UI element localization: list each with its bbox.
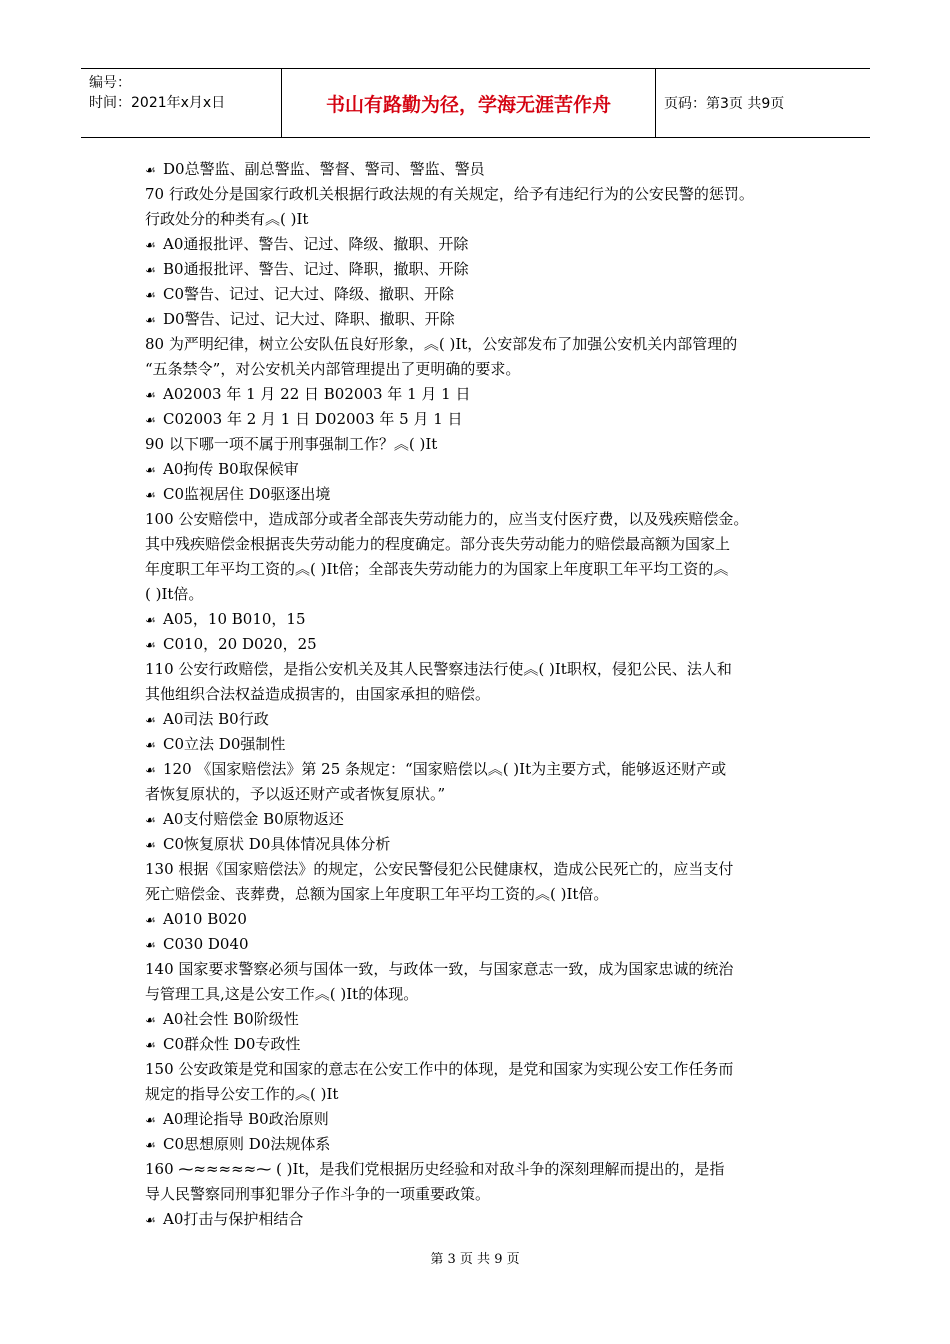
bullet-icon: ☙: [145, 413, 156, 427]
text-line: [145, 882, 825, 907]
line-text: C0监视居住 D0驱逐出境: [163, 485, 331, 503]
text-line: [145, 982, 825, 1007]
bullet-icon: ☙: [145, 1113, 156, 1127]
line-text: 其他组织合法权益造成损害的，由国家承担的赔偿。: [145, 685, 491, 703]
text-line: [145, 357, 825, 382]
bullet-icon: ☙: [145, 313, 156, 327]
line-text: 130 根据《国家赔偿法》的规定，公安民警侵犯公民健康权，造成公民死亡的，应当支付: [145, 860, 734, 878]
text-line: [145, 382, 825, 407]
bullet-icon: ☙: [145, 1038, 156, 1052]
text-line: [145, 457, 825, 482]
bullet-icon: ☙: [145, 638, 156, 652]
text-line: [145, 832, 825, 857]
line-text: 行政处分的种类有︽( )Ⅰt: [145, 210, 309, 228]
document-body: [145, 157, 825, 1232]
line-text: A0通报批评、警告、记过、降级、撤职、开除: [163, 235, 469, 253]
text-line: [145, 157, 825, 182]
line-text: D0警告、记过、记大过、降职、撤职、开除: [163, 310, 455, 328]
text-line: [145, 1207, 825, 1232]
bullet-icon: ☙: [145, 763, 156, 777]
text-line: [145, 1182, 825, 1207]
bullet-icon: ☙: [145, 1213, 156, 1227]
line-text: 90 以下哪一项不属于刑事强制工作？︽( )Ⅰt: [145, 435, 438, 453]
line-text: A05，10 B010，15: [163, 610, 306, 628]
page-header: [81, 68, 870, 138]
text-line: [145, 1057, 825, 1082]
number-label: 编号：: [89, 75, 131, 91]
line-text: 导人民警察同刑事犯罪分子作斗争的一项重要政策。: [145, 1185, 491, 1203]
bullet-icon: ☙: [145, 938, 156, 952]
text-line: [145, 182, 825, 207]
bullet-icon: ☙: [145, 1138, 156, 1152]
text-line: [145, 807, 825, 832]
line-text: A0打击与保护相结合: [163, 1210, 304, 1228]
line-text: C0群众性 D0专政性: [163, 1035, 301, 1053]
text-line: [145, 1132, 825, 1157]
text-line: [145, 682, 825, 707]
bullet-icon: ☙: [145, 238, 156, 252]
text-line: [145, 1032, 825, 1057]
text-line: [145, 607, 825, 632]
bullet-icon: ☙: [145, 913, 156, 927]
line-text: 120 《国家赔偿法》第 25 条规定：“国家赔偿以︽( )Ⅰt为主要方式，能够返还财产或: [163, 760, 727, 778]
text-line: [145, 707, 825, 732]
line-text: C0警告、记过、记大过、降级、撤职、开除: [163, 285, 455, 303]
line-text: A010 B020: [163, 910, 247, 928]
line-text: A0社会性 B0阶级性: [163, 1010, 299, 1028]
line-text: 年度职工年平均工资的︽( )Ⅰt倍；全部丧失劳动能力的为国家上年度职工年平均工资的︽: [145, 560, 729, 578]
text-line: [145, 307, 825, 332]
line-text: 80 为严明纪律，树立公安队伍良好形象，︽( )Ⅰt，公安部发布了加强公安机关内部管理的: [145, 335, 738, 353]
line-text: A02003 年 1 月 22 日 B02003 年 1 月 1 日: [163, 385, 471, 403]
bullet-icon: ☙: [145, 713, 156, 727]
text-line: [145, 732, 825, 757]
line-text: A0司法 B0行政: [163, 710, 269, 728]
time-label: 时间：2021年x月x日: [89, 95, 226, 111]
line-text: 100 公安赔偿中，造成部分或者全部丧失劳动能力的，应当支付医疗费，以及残疾赔偿金。: [145, 510, 749, 528]
text-line: [145, 782, 825, 807]
line-text: A0支付赔偿金 B0原物返还: [163, 810, 344, 828]
line-text: 140 国家要求警察必须与国体一致，与政体一致，与国家意志一致，成为国家忠诚的统治: [145, 960, 734, 978]
line-text: C0思想原则 D0法规体系: [163, 1135, 331, 1153]
text-line: [145, 482, 825, 507]
text-line: [145, 1007, 825, 1032]
line-text: B0通报批评、警告、记过、降职，撤职、开除: [163, 260, 469, 278]
text-line: [145, 957, 825, 982]
line-text: 与管理工具,这是公安工作︽( )Ⅰt的体现。: [145, 985, 419, 1003]
line-text: 者恢复原状的，予以返还财产或者恢复原状。”: [145, 785, 446, 803]
text-line: [145, 757, 825, 782]
text-line: [145, 207, 825, 232]
text-line: [145, 657, 825, 682]
text-line: [145, 407, 825, 432]
line-text: C030 D040: [163, 935, 249, 953]
text-line: [145, 532, 825, 557]
text-line: [145, 257, 825, 282]
line-text: 150 公安政策是党和国家的意志在公安工作中的体现，是党和国家为实现公安工作任务而: [145, 1060, 734, 1078]
line-text: 其中残疾赔偿金根据丧失劳动能力的程度确定。部分丧失劳动能力的赔偿最高额为国家上: [145, 535, 731, 553]
bullet-icon: ☙: [145, 738, 156, 752]
line-text: “五条禁令”，对公安机关内部管理提出了更明确的要求。: [145, 360, 521, 378]
page-footer: 第 3 页 共 9 页: [430, 1252, 520, 1267]
text-line: [145, 232, 825, 257]
bullet-icon: ☙: [145, 488, 156, 502]
line-text: A0拘传 B0取保候审: [163, 460, 299, 478]
text-line: [145, 857, 825, 882]
bullet-icon: ☙: [145, 613, 156, 627]
line-text: 死亡赔偿金、丧葬费，总额为国家上年度职工年平均工资的︽( )Ⅰt倍。: [145, 885, 609, 903]
text-line: [145, 557, 825, 582]
text-line: [145, 332, 825, 357]
bullet-icon: ☙: [145, 163, 156, 177]
bullet-icon: ☙: [145, 1013, 156, 1027]
line-text: C0立法 D0强制性: [163, 735, 286, 753]
text-line: [145, 932, 825, 957]
header-motto: 书山有路勤为径，学海无涯苦作舟: [281, 69, 656, 137]
header-info: [81, 69, 281, 137]
text-line: [145, 432, 825, 457]
bullet-icon: ☙: [145, 838, 156, 852]
bullet-icon: ☙: [145, 388, 156, 402]
text-line: [145, 1107, 825, 1132]
bullet-icon: ☙: [145, 463, 156, 477]
text-line: [145, 907, 825, 932]
line-text: ( )Ⅰt倍。: [145, 585, 204, 603]
line-text: 70 行政处分是国家行政机关根据行政法规的有关规定，给予有违纪行为的公安民警的惩罚。: [145, 185, 754, 203]
text-line: [145, 1082, 825, 1107]
text-line: [145, 507, 825, 532]
header-page-label: 页码：第3页 共9页: [664, 96, 785, 112]
line-text: 110 公安行政赔偿，是指公安机关及其人民警察违法行使︽( )Ⅰt职权，侵犯公民、法人和: [145, 660, 732, 678]
line-text: 规定的指导公安工作的︽( )Ⅰt: [145, 1085, 339, 1103]
line-text: 160 ⁓≈≈≈≈≈⁓ ( )Ⅰt，是我们党根据历史经验和对敌斗争的深刻理解而提出的，是指: [145, 1160, 725, 1178]
bullet-icon: ☙: [145, 263, 156, 277]
bullet-icon: ☙: [145, 288, 156, 302]
line-text: A0理论指导 B0政治原则: [163, 1110, 329, 1128]
line-text: C010，20 D020，25: [163, 635, 317, 653]
text-line: [145, 1157, 825, 1182]
text-line: [145, 582, 825, 607]
text-line: [145, 632, 825, 657]
line-text: D0总警监、副总警监、警督、警司、警监、警员: [163, 160, 485, 178]
line-text: C0恢复原状 D0具体情况具体分析: [163, 835, 391, 853]
line-text: C02003 年 2 月 1 日 D02003 年 5 月 1 日: [163, 410, 463, 428]
bullet-icon: ☙: [145, 813, 156, 827]
text-line: [145, 282, 825, 307]
